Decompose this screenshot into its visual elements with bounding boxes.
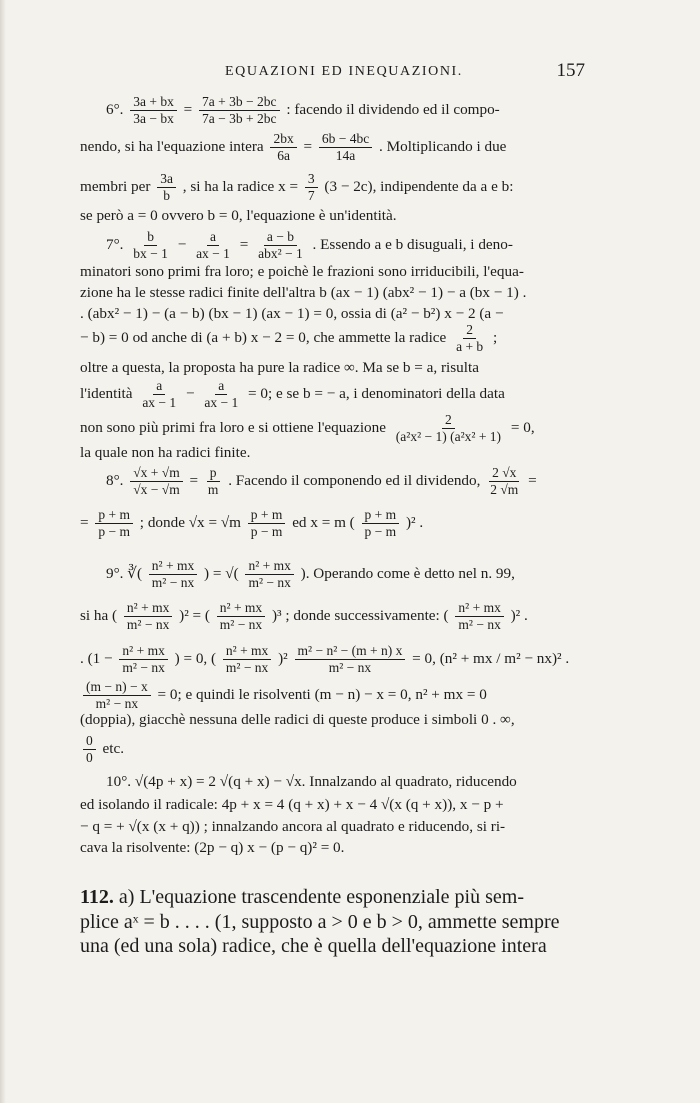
text-line: 7°. $\frac{b}{bx - 1}$ − $\frac{a}{ax - 1}$ = $\frac{a - b}{\text{abx² − 1}}$ . Essendo a e b disuguali, i deno- bbox=[106, 229, 513, 261]
fraction: $\frac{2}{a + b}$ bbox=[456, 322, 484, 354]
text-line: = $\frac{p + m}{p - m}$ ; donde √x = √m $\frac{p + m}{p - m}$ ed x = m ( $\frac{p + m}{p - m}$ )² . bbox=[80, 507, 424, 539]
text-line: 9°. ∛( $\frac{\text{n² + mx}}{\text{m² − nx}}$ ) = √( $\frac{\text{n² + mx}}{\text{m² − nx}}$ ). Operando come è detto nel n. 99, bbox=[106, 558, 515, 590]
section-heading-line: 112. a) L'equazione trascendente esponenziale più sem- bbox=[80, 886, 524, 908]
fraction: $\frac{2bx}{6a}$ bbox=[270, 131, 296, 164]
fraction: $\frac{2}{\text{(a²x² − 1) (a²x² + 1)}}$ bbox=[395, 412, 502, 444]
fraction: $\frac{(m - n) - x}{\text{m² − nx}}$ bbox=[83, 679, 151, 712]
fraction: $\frac{p + m}{p - m}$ bbox=[248, 507, 286, 540]
fraction: $\frac{\text{n² + mx}}{\text{m² − nx}}$ bbox=[245, 558, 293, 591]
fraction: $\frac{\text{n² + mx}}{\text{m² − nx}}$ bbox=[149, 558, 197, 591]
text-line: cava la risolvente: (2p − q) x − (p − q)² = 0. bbox=[80, 839, 345, 856]
fraction: $\frac{0}{0}$ bbox=[83, 733, 96, 766]
text-line: nendo, si ha l'equazione intera $\frac{2bx}{6a}$ = $\frac{6b - 4bc}{14a}$ . Moltiplicando i due bbox=[80, 131, 507, 163]
fraction: $\frac{\text{m² − n² − (m + n) x}}{\text{m² − nx}}$ bbox=[295, 643, 406, 676]
text-line: 8°. $\frac{√x + √m}{√x - √m}$ = $\frac{p}{m}$ . Facendo il componendo ed il dividendo, $\frac{2 √x}{2 √m}$ = bbox=[106, 465, 537, 497]
text-line: non sono più primi fra loro e si ottiene l'equazione $\frac{2}{\text{(a²x² − 1) (a²x² + 1)}}$ = 0, bbox=[80, 412, 535, 444]
text-line: 6°. $\frac{3a + bx}{3a - bx}$ = $\frac{7a + 3b - 2bc}{7a - 3b + 2bc}$ : facendo il dividendo ed il compo- bbox=[106, 94, 500, 126]
text-line: $\frac{0}{0}$ etc. bbox=[80, 733, 585, 766]
text-line: . (abx² − 1) − (a − b) (bx − 1) (ax − 1) = 0, ossia di (a² − b²) x − 2 (a − bbox=[80, 305, 504, 322]
text-line: $\frac{(m - n) - x}{\text{m² − nx}}$ = 0; e quindi le risolventi (m − n) − x = 0, n² + mx = 0 bbox=[80, 679, 585, 712]
fraction: $\frac{√x + √m}{√x - √m}$ bbox=[130, 465, 182, 498]
running-title: EQUAZIONI ED INEQUAZIONI. bbox=[225, 64, 463, 79]
fraction: $\frac{\text{n² + mx}}{\text{m² − nx}}$ bbox=[119, 643, 167, 676]
text-line: l'identità $\frac{a}{ax - 1}$ − $\frac{a}{ax - 1}$ = 0; e se b = − a, i denominatori della data bbox=[80, 378, 505, 410]
fraction: $\frac{6b - 4bc}{14a}$ bbox=[319, 131, 372, 164]
fraction: $\frac{3a + bx}{3a - bx}$ bbox=[130, 94, 177, 127]
text-line: ed isolando il radicale: 4p + x = 4 (q + x) + x − 4 √(x (q + x)), x − p + bbox=[80, 796, 504, 813]
fraction: $\frac{3}{7}$ bbox=[305, 171, 318, 204]
text-line: . (1 − $\frac{\text{n² + mx}}{\text{m² − nx}}$ ) = 0, ( $\frac{\text{n² + mx}}{\text{m² − nx}}$ )² $\frac{\text{m² − n² − (m + n) x}}{\text{m² − nx}}$ = 0, (n² + mx / m² − nx)² . bbox=[80, 643, 570, 675]
fraction: $\frac{b}{bx - 1}$ bbox=[133, 229, 168, 261]
section-text-line: una (ed una sola) radice, che è quella dell'equazione intera bbox=[80, 935, 547, 957]
fraction: $\frac{p + m}{p - m}$ bbox=[95, 507, 133, 540]
fraction: $\frac{a}{ax - 1}$ bbox=[196, 229, 230, 261]
text-line: oltre a questa, la proposta ha pure la radice ∞. Ma se b = a, risulta bbox=[80, 359, 479, 376]
text-line: si ha ( $\frac{\text{n² + mx}}{\text{m² − nx}}$ )² = ( $\frac{\text{n² + mx}}{\text{m² − nx}}$ )³ ; donde successivamente: ( $\frac{\text{n² + mx}}{\text{m² − nx}}$ )² . bbox=[80, 600, 528, 632]
fraction: $\frac{\text{n² + mx}}{\text{m² − nx}}$ bbox=[124, 600, 172, 633]
fraction: $\frac{\text{n² + mx}}{\text{m² − nx}}$ bbox=[455, 600, 503, 633]
fraction: $\frac{\text{n² + mx}}{\text{m² − nx}}$ bbox=[223, 643, 271, 676]
fraction: $\frac{p + m}{p - m}$ bbox=[362, 507, 400, 540]
text-line: (doppia), giacchè nessuna delle radici di queste produce i simboli 0 . ∞, bbox=[80, 711, 515, 728]
text-line: se però a = 0 ovvero b = 0, l'equazione è un'identità. bbox=[80, 207, 397, 224]
fraction: $\frac{a - b}{\text{abx² − 1}}$ bbox=[258, 229, 303, 261]
text-line: la quale non ha radici finite. bbox=[80, 444, 251, 461]
text-line: membri per $\frac{3a}{b}$ , si ha la radice x = $\frac{3}{7}$ (3 − 2c), indipendente da a e b: bbox=[80, 171, 514, 203]
section-text-line: plice aˣ = b . . . . (1, supposto a > 0 e b > 0, ammette sempre bbox=[80, 911, 560, 933]
text-line: minatori sono primi fra loro; e poichè le frazioni sono irriducibili, l'equa- bbox=[80, 263, 524, 280]
fraction: $\frac{a}{ax - 1}$ bbox=[142, 378, 177, 410]
text-line: − b) = 0 od anche di (a + b) x − 2 = 0, che ammette la radice $\frac{2}{a + b}$ ; bbox=[80, 322, 498, 354]
text-line: − q = + √(x (x + q)) ; innalzando ancora al quadrato e riducendo, si ri- bbox=[80, 818, 506, 835]
page-spine-shadow bbox=[0, 0, 6, 1103]
section-number: 112. bbox=[80, 886, 114, 908]
text-line: zione ha le stesse radici finite dell'altra b (ax − 1) (abx² − 1) − a (bx − 1) . bbox=[80, 284, 527, 301]
fraction: $\frac{p}{m}$ bbox=[207, 465, 219, 497]
page-number: 157 bbox=[556, 60, 585, 81]
fraction: $\frac{\text{n² + mx}}{\text{m² − nx}}$ bbox=[217, 600, 265, 633]
fraction: $\frac{3a}{b}$ bbox=[157, 171, 176, 204]
fraction: $\frac{a}{ax - 1}$ bbox=[204, 378, 239, 410]
fraction: $\frac{2 √x}{2 √m}$ bbox=[490, 465, 519, 497]
page-header bbox=[80, 62, 585, 86]
text-line: 10°. √(4p + x) = 2 √(q + x) − √x. Innalzando al quadrato, riducendo bbox=[106, 773, 517, 790]
fraction: $\frac{7a + 3b - 2bc}{7a - 3b + 2bc}$ bbox=[199, 94, 279, 127]
